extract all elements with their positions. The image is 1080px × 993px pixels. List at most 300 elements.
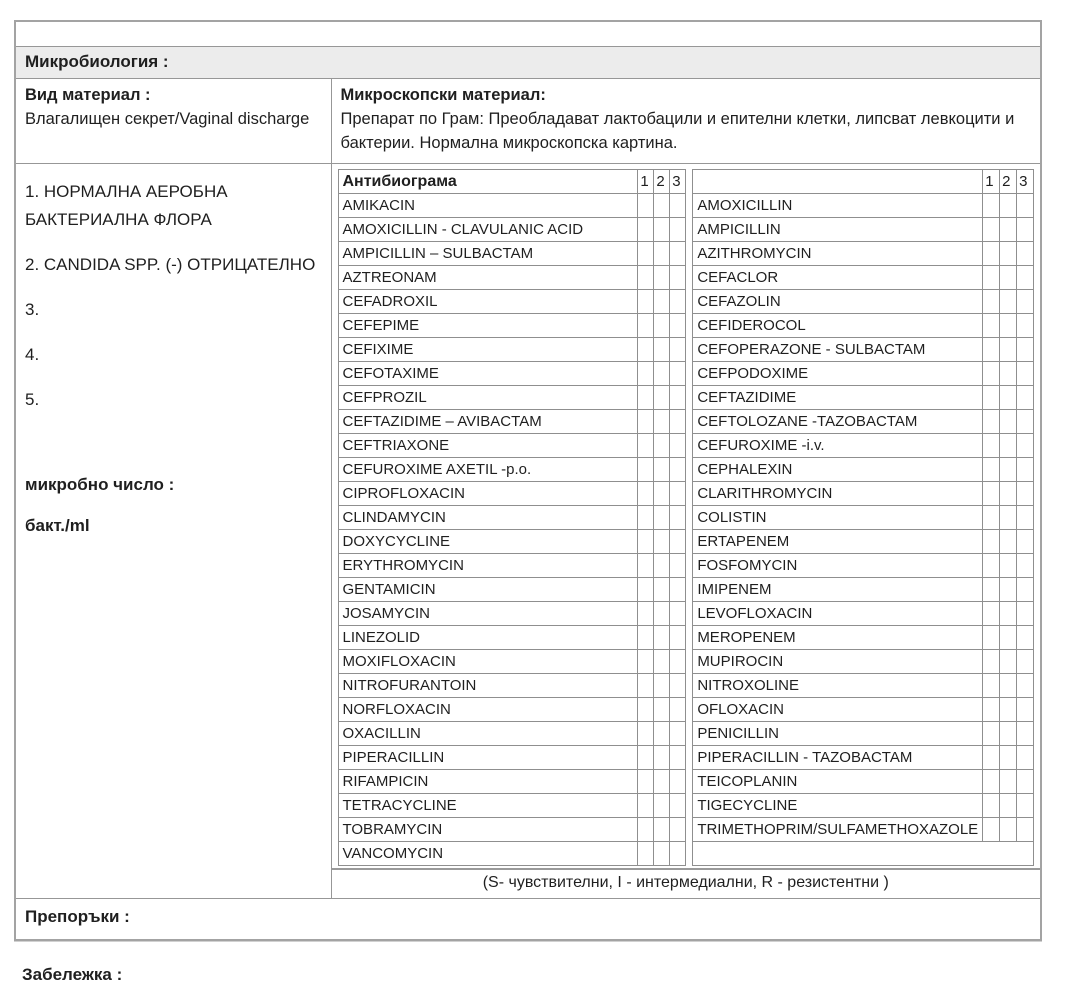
result-cell-1 — [983, 290, 1000, 314]
antibiotic-name: CEFTRIAXONE — [338, 434, 638, 458]
antibiogram-row — [693, 746, 1034, 770]
result-cell-3 — [1017, 410, 1034, 434]
antibiotic-name: CEFPODOXIME — [693, 362, 983, 386]
antibiotic-name: CEFADROXIL — [338, 290, 638, 314]
result-cell-3 — [670, 626, 686, 650]
sir-legend: (S- чувствителни, I - интермедиални, R - резистентни ) — [332, 868, 1041, 898]
results-row — [15, 164, 1041, 899]
result-cell-2 — [1000, 266, 1017, 290]
antibiotic-name: CEFPROZIL — [338, 386, 638, 410]
result-cell-2 — [654, 818, 670, 842]
result-cell-1 — [983, 314, 1000, 338]
result-cell-2 — [1000, 434, 1017, 458]
result-cell-2 — [654, 746, 670, 770]
result-cell-2 — [654, 266, 670, 290]
antibiogram-row — [693, 818, 1034, 842]
antibiotic-name: CLARITHROMYCIN — [693, 482, 983, 506]
result-cell-3 — [1017, 266, 1034, 290]
antibiotic-name: GENTAMICIN — [338, 578, 638, 602]
result-cell-3 — [670, 482, 686, 506]
antibiogram-header-row — [693, 170, 1034, 194]
result-cell-2 — [654, 650, 670, 674]
antibiotic-name: AMPICILLIN – SULBACTAM — [338, 242, 638, 266]
antibiogram-row — [338, 194, 686, 218]
result-cell-2 — [1000, 770, 1017, 794]
antibiotic-name: AZTREONAM — [338, 266, 638, 290]
antibiotic-name: ERTAPENEM — [693, 530, 983, 554]
antibiogram-header-row — [338, 170, 686, 194]
result-cell-1 — [983, 266, 1000, 290]
empty-header-row — [15, 21, 1041, 47]
material-label: Вид материал : — [25, 86, 151, 104]
antibiotic-name: TOBRAMYCIN — [338, 818, 638, 842]
antibiogram-row — [693, 650, 1034, 674]
result-cell-3 — [1017, 626, 1034, 650]
result-column-2: 2 — [1000, 170, 1017, 194]
antibiotic-name: LINEZOLID — [338, 626, 638, 650]
note-label: Забележка : — [22, 965, 123, 984]
result-cell-3 — [670, 410, 686, 434]
antibiogram-tables — [332, 164, 1041, 866]
antibiogram-title-spacer — [693, 170, 983, 194]
antibiogram-row — [693, 554, 1034, 578]
result-cell-2 — [654, 674, 670, 698]
result-cell-1 — [983, 770, 1000, 794]
result-cell-2 — [654, 722, 670, 746]
result-column-1: 1 — [983, 170, 1000, 194]
antibiogram-row — [338, 434, 686, 458]
antibiogram-row — [693, 722, 1034, 746]
antibiotic-name: TRIMETHOPRIM/SULFAMETHOXAZOLE — [693, 818, 983, 842]
antibiogram-row — [338, 506, 686, 530]
result-cell-2 — [654, 314, 670, 338]
antibiogram-row — [338, 770, 686, 794]
antibiotic-name: CEFIXIME — [338, 338, 638, 362]
result-cell-3 — [1017, 818, 1034, 842]
result-cell-2 — [654, 530, 670, 554]
recommendations-row — [15, 899, 1041, 941]
antibiogram-row — [693, 770, 1034, 794]
result-cell-3 — [1017, 698, 1034, 722]
result-cell-1 — [983, 386, 1000, 410]
result-cell-1 — [638, 602, 654, 626]
antibiogram-row — [338, 218, 686, 242]
result-cell-2 — [654, 194, 670, 218]
result-cell-3 — [1017, 218, 1034, 242]
antibiogram-table-left — [338, 169, 687, 866]
result-cell-3 — [670, 434, 686, 458]
microbiology-report-table — [14, 20, 1042, 941]
antibiogram-row — [693, 626, 1034, 650]
result-cell-1 — [983, 746, 1000, 770]
antibiogram-row — [693, 602, 1034, 626]
result-cell-2 — [1000, 626, 1017, 650]
antibiotic-name: IMIPENEM — [693, 578, 983, 602]
antibiogram-empty-row — [693, 842, 1034, 866]
result-cell-2 — [1000, 674, 1017, 698]
antibiogram-row — [338, 722, 686, 746]
antibiotic-name: TEICOPLANIN — [693, 770, 983, 794]
antibiogram-row — [693, 530, 1034, 554]
result-cell-2 — [1000, 338, 1017, 362]
recommendations-label: Препоръки : — [15, 899, 1041, 941]
result-cell-2 — [654, 770, 670, 794]
antibiogram-row — [338, 242, 686, 266]
antibiotic-name: AMIKACIN — [338, 194, 638, 218]
result-cell-1 — [638, 554, 654, 578]
result-cell-2 — [1000, 410, 1017, 434]
antibiogram-row — [338, 290, 686, 314]
result-cell-3 — [1017, 242, 1034, 266]
result-cell-2 — [1000, 506, 1017, 530]
result-cell-1 — [638, 530, 654, 554]
antibiotic-name: AZITHROMYCIN — [693, 242, 983, 266]
result-cell-2 — [654, 362, 670, 386]
result-cell-1 — [983, 626, 1000, 650]
antibiotic-name: AMPICILLIN — [693, 218, 983, 242]
result-cell-3 — [670, 722, 686, 746]
antibiogram-row — [338, 554, 686, 578]
antibiogram-row — [693, 338, 1034, 362]
result-column-1: 1 — [638, 170, 654, 194]
result-cell-2 — [654, 458, 670, 482]
antibiotic-name: AMOXICILLIN — [693, 194, 983, 218]
result-cell-3 — [1017, 674, 1034, 698]
result-cell-3 — [1017, 650, 1034, 674]
result-cell-3 — [670, 338, 686, 362]
result-cell-2 — [654, 482, 670, 506]
result-cell-2 — [654, 386, 670, 410]
microscopy-label: Микроскопски материал: — [340, 86, 546, 104]
antibiotic-name: MEROPENEM — [693, 626, 983, 650]
result-cell-1 — [983, 194, 1000, 218]
result-cell-2 — [654, 698, 670, 722]
antibiotic-name: TETRACYCLINE — [338, 794, 638, 818]
result-cell-1 — [983, 218, 1000, 242]
antibiogram-row — [338, 650, 686, 674]
result-cell-1 — [983, 482, 1000, 506]
result-cell-2 — [1000, 290, 1017, 314]
antibiogram-row — [693, 410, 1034, 434]
result-cell-3 — [1017, 530, 1034, 554]
antibiogram-row — [693, 506, 1034, 530]
result-cell-3 — [670, 266, 686, 290]
antibiotic-name: NITROXOLINE — [693, 674, 983, 698]
result-cell-1 — [638, 626, 654, 650]
result-cell-2 — [1000, 554, 1017, 578]
result-cell-1 — [638, 650, 654, 674]
result-cell-1 — [983, 242, 1000, 266]
antibiogram-title: Антибиограма — [338, 170, 638, 194]
result-cell-1 — [638, 506, 654, 530]
result-column-3: 3 — [1017, 170, 1034, 194]
result-cell-2 — [1000, 194, 1017, 218]
antibiogram-row — [693, 482, 1034, 506]
antibiogram-row — [338, 602, 686, 626]
antibiotic-name: CEFOPERAZONE - SULBACTAM — [693, 338, 983, 362]
antibiogram-row — [338, 458, 686, 482]
result-cell-2 — [1000, 818, 1017, 842]
result-cell-2 — [654, 242, 670, 266]
antibiogram-row — [338, 818, 686, 842]
antibiotic-name: CEFACLOR — [693, 266, 983, 290]
result-cell-2 — [1000, 530, 1017, 554]
antibiogram-row — [693, 434, 1034, 458]
antibiotic-name: DOXYCYCLINE — [338, 530, 638, 554]
result-cell-3 — [670, 386, 686, 410]
antibiogram-row — [693, 794, 1034, 818]
antibiotic-name: TIGECYCLINE — [693, 794, 983, 818]
antibiotic-name: JOSAMYCIN — [338, 602, 638, 626]
result-cell-1 — [638, 242, 654, 266]
antibiotic-name: NITROFURANTOIN — [338, 674, 638, 698]
result-cell-2 — [654, 602, 670, 626]
antibiogram-row — [338, 842, 686, 866]
result-cell-2 — [1000, 746, 1017, 770]
result-cell-3 — [670, 818, 686, 842]
antibiotic-name: COLISTIN — [693, 506, 983, 530]
antibiogram-row — [693, 266, 1034, 290]
antibiogram-row — [338, 362, 686, 386]
antibiotic-name: CEFTAZIDIME — [693, 386, 983, 410]
result-cell-3 — [670, 842, 686, 866]
result-cell-1 — [638, 314, 654, 338]
result-cell-3 — [1017, 290, 1034, 314]
antibiogram-row — [338, 626, 686, 650]
antibiotic-name: AMOXICILLIN - CLAVULANIC ACID — [338, 218, 638, 242]
result-cell-2 — [654, 338, 670, 362]
result-cell-3 — [670, 578, 686, 602]
microscopy-cell — [331, 79, 1041, 164]
antibiotic-name: CIPROFLOXACIN — [338, 482, 638, 506]
result-cell-1 — [983, 530, 1000, 554]
antibiogram-row — [693, 362, 1034, 386]
result-cell-1 — [638, 386, 654, 410]
result-cell-3 — [1017, 314, 1034, 338]
result-cell-1 — [638, 794, 654, 818]
finding-item-2: 2. CANDIDA SPP. (-) ОТРИЦАТЕЛНО — [25, 255, 316, 274]
result-cell-3 — [670, 602, 686, 626]
result-column-3: 3 — [670, 170, 686, 194]
result-cell-1 — [983, 362, 1000, 386]
result-cell-1 — [638, 338, 654, 362]
result-cell-2 — [1000, 602, 1017, 626]
antibiotic-name: OFLOXACIN — [693, 698, 983, 722]
result-cell-3 — [670, 674, 686, 698]
result-cell-3 — [1017, 554, 1034, 578]
antibiogram-row — [693, 386, 1034, 410]
result-cell-2 — [654, 218, 670, 242]
result-cell-2 — [654, 578, 670, 602]
result-cell-3 — [1017, 746, 1034, 770]
result-cell-2 — [1000, 578, 1017, 602]
result-cell-1 — [638, 722, 654, 746]
antibiotic-name: CEFTOLOZANE -TAZOBACTAM — [693, 410, 983, 434]
section-header-row — [15, 47, 1041, 79]
result-cell-3 — [670, 770, 686, 794]
antibiogram-row — [338, 386, 686, 410]
antibiogram-row — [338, 746, 686, 770]
result-cell-1 — [638, 458, 654, 482]
result-cell-3 — [670, 554, 686, 578]
result-cell-3 — [1017, 434, 1034, 458]
antibiotic-name: CEFOTAXIME — [338, 362, 638, 386]
result-cell-3 — [670, 242, 686, 266]
empty-header-cell — [15, 21, 1041, 47]
result-cell-3 — [1017, 770, 1034, 794]
result-cell-3 — [670, 194, 686, 218]
result-cell-1 — [638, 746, 654, 770]
antibiotic-name: PIPERACILLIN — [338, 746, 638, 770]
antibiogram-row — [338, 530, 686, 554]
result-cell-1 — [983, 410, 1000, 434]
result-cell-1 — [638, 218, 654, 242]
result-cell-3 — [670, 314, 686, 338]
result-cell-1 — [983, 722, 1000, 746]
antibiogram-cell — [331, 164, 1041, 899]
antibiogram-row — [338, 482, 686, 506]
result-cell-1 — [983, 506, 1000, 530]
result-cell-3 — [670, 458, 686, 482]
material-row — [15, 79, 1041, 164]
finding-item-3: 3. — [25, 300, 40, 319]
result-cell-1 — [983, 674, 1000, 698]
result-cell-3 — [1017, 386, 1034, 410]
result-cell-3 — [1017, 194, 1034, 218]
result-cell-3 — [1017, 794, 1034, 818]
antibiogram-row — [693, 698, 1034, 722]
result-cell-1 — [983, 698, 1000, 722]
finding-item-1: 1. НОРМАЛНА АЕРОБНА БАКТЕРИАЛНА ФЛОРА — [25, 182, 228, 229]
result-cell-1 — [983, 650, 1000, 674]
result-cell-1 — [983, 578, 1000, 602]
result-cell-1 — [638, 410, 654, 434]
result-cell-1 — [983, 602, 1000, 626]
result-cell-1 — [638, 674, 654, 698]
antibiotic-name: PIPERACILLIN - TAZOBACTAM — [693, 746, 983, 770]
result-cell-3 — [1017, 482, 1034, 506]
result-cell-1 — [983, 434, 1000, 458]
antibiotic-name: VANCOMYCIN — [338, 842, 638, 866]
antibiogram-row — [693, 218, 1034, 242]
result-cell-3 — [1017, 506, 1034, 530]
findings-cell — [15, 164, 331, 899]
antibiotic-name: CEFIDEROCOL — [693, 314, 983, 338]
antibiotic-name: MOXIFLOXACIN — [338, 650, 638, 674]
material-cell — [15, 79, 331, 164]
result-cell-1 — [638, 698, 654, 722]
microbial-count-unit: бакт./ml — [25, 516, 90, 535]
result-cell-2 — [654, 842, 670, 866]
result-cell-2 — [1000, 314, 1017, 338]
antibiogram-row — [338, 410, 686, 434]
antibiogram-row — [338, 338, 686, 362]
antibiotic-name: PENICILLIN — [693, 722, 983, 746]
antibiogram-row — [338, 794, 686, 818]
result-cell-2 — [1000, 482, 1017, 506]
result-cell-3 — [670, 530, 686, 554]
result-cell-2 — [1000, 362, 1017, 386]
antibiotic-name: NORFLOXACIN — [338, 698, 638, 722]
result-cell-3 — [1017, 338, 1034, 362]
antibiogram-row — [693, 674, 1034, 698]
result-cell-1 — [638, 818, 654, 842]
antibiogram-row — [693, 578, 1034, 602]
result-cell-3 — [1017, 602, 1034, 626]
result-cell-1 — [638, 362, 654, 386]
result-cell-1 — [983, 338, 1000, 362]
antibiotic-name: OXACILLIN — [338, 722, 638, 746]
result-cell-1 — [983, 818, 1000, 842]
result-cell-3 — [670, 746, 686, 770]
result-cell-1 — [638, 842, 654, 866]
antibiogram-row — [338, 314, 686, 338]
result-cell-2 — [654, 554, 670, 578]
antibiogram-row — [338, 266, 686, 290]
antibiogram-row — [338, 578, 686, 602]
result-cell-2 — [1000, 650, 1017, 674]
result-cell-3 — [670, 650, 686, 674]
antibiogram-table-right — [692, 169, 1034, 866]
result-cell-2 — [654, 626, 670, 650]
empty-merged-cell — [693, 842, 1034, 866]
antibiogram-row — [693, 458, 1034, 482]
result-cell-1 — [638, 482, 654, 506]
section-title: Микробиология : — [15, 47, 1041, 79]
antibiotic-name: ERYTHROMYCIN — [338, 554, 638, 578]
result-cell-1 — [638, 290, 654, 314]
result-cell-1 — [983, 458, 1000, 482]
antibiotic-name: RIFAMPICIN — [338, 770, 638, 794]
result-cell-2 — [1000, 386, 1017, 410]
antibiotic-name: CEFUROXIME -i.v. — [693, 434, 983, 458]
antibiogram-row — [338, 674, 686, 698]
result-cell-2 — [1000, 794, 1017, 818]
result-cell-2 — [654, 290, 670, 314]
antibiotic-name: FOSFOMYCIN — [693, 554, 983, 578]
antibiotic-name: CLINDAMYCIN — [338, 506, 638, 530]
material-value: Влагалищен секрет/Vaginal discharge — [25, 110, 310, 128]
result-cell-2 — [654, 506, 670, 530]
result-cell-2 — [654, 410, 670, 434]
result-cell-2 — [1000, 242, 1017, 266]
result-cell-1 — [638, 266, 654, 290]
result-cell-2 — [1000, 698, 1017, 722]
result-cell-2 — [654, 434, 670, 458]
antibiotic-name: CEFUROXIME AXETIL -p.o. — [338, 458, 638, 482]
result-cell-3 — [1017, 722, 1034, 746]
result-cell-1 — [983, 794, 1000, 818]
result-cell-1 — [638, 194, 654, 218]
result-cell-1 — [638, 770, 654, 794]
result-cell-3 — [1017, 578, 1034, 602]
result-cell-3 — [670, 794, 686, 818]
result-cell-3 — [670, 506, 686, 530]
antibiotic-name: CEPHALEXIN — [693, 458, 983, 482]
result-cell-3 — [670, 218, 686, 242]
antibiogram-row — [693, 314, 1034, 338]
result-cell-2 — [654, 794, 670, 818]
microscopy-value: Препарат по Грам: Преобладават лактобацили и епителни клетки, липсват левкоцити и бактерии. Нормална микроскопска картина. — [340, 110, 1015, 152]
antibiotic-name: CEFEPIME — [338, 314, 638, 338]
result-cell-1 — [638, 434, 654, 458]
antibiotic-name: CEFAZOLIN — [693, 290, 983, 314]
result-cell-2 — [1000, 218, 1017, 242]
microbial-count-label: микробно число : — [25, 475, 175, 494]
result-cell-3 — [670, 698, 686, 722]
finding-item-5: 5. — [25, 390, 40, 409]
result-column-2: 2 — [654, 170, 670, 194]
